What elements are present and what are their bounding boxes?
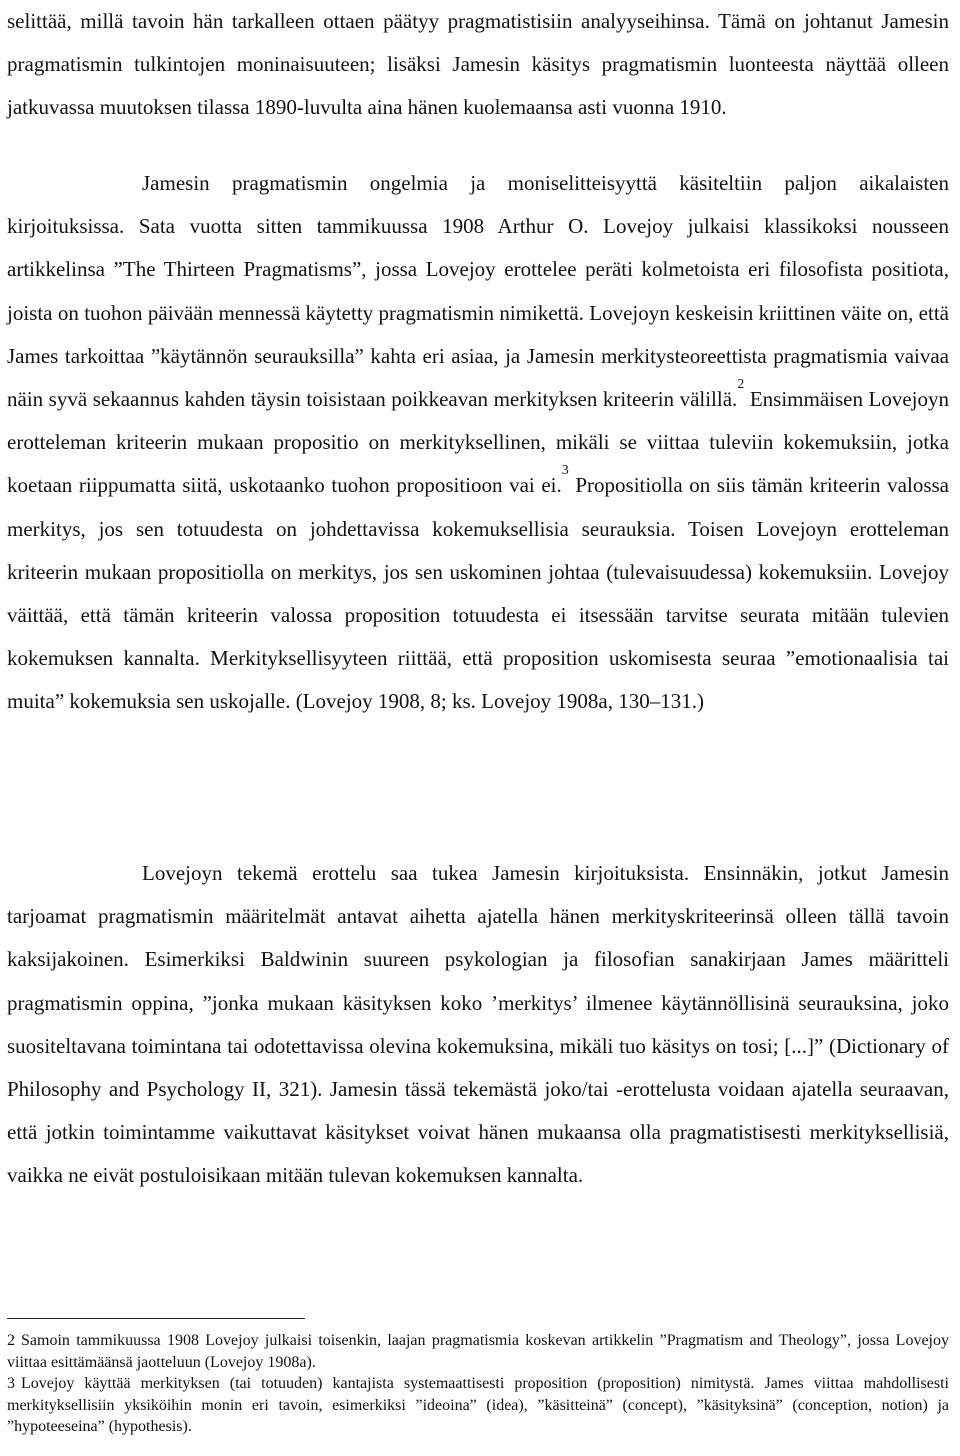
paragraph-2-text-part-3: Propositiolla on siis tämän kriteerin valossa merkitys, jos sen totuudesta on johdettavissa kokemuksellisia seurauksia. Toisen Lovejoyn erotteleman kriteerin mukaan propositiolla on merkitys, jos sen uskominen johtaa (tulevaisuudessa) kokemuksiin. Lovejoy väittää, että tämän kriteerin valossa proposition totuudesta ei itsessään tarvitse seurata mitään tulevien kokemuksen kannalta. Merkityksellisyyteen riittää, että proposition uskomisesta seuraa ”emotionaalisia tai muita” kokemuksia sen uskojalle. (Lovejoy 1908, 8; ks. Lovejoy 1908a, 130–131.) (7, 473, 949, 714)
footnote-2 (7, 1330, 949, 1373)
footnote-text: Lovejoy käyttää merkityksen (tai totuuden) kantajista systemaattisesti proposition (proposition) nimitystä. James viittaa mahdollisesti merkityksellisiin yksiköihin monin eri tavoin, esimerkiksi ”ideoina” (idea), ”käsitteinä” (concept), ”käsityksinä” (conception, notion) ja ”hypoteeseina” (hypothesis). (7, 1375, 949, 1435)
footnote-reference-3[interactable]: 3 (561, 463, 569, 479)
footnote-reference-2[interactable]: 2 (737, 377, 745, 393)
footnote-3 (7, 1373, 949, 1438)
body-paragraph-3: Lovejoyn tekemä erottelu saa tukea Jamesin kirjoituksista. Ensinnäkin, jotkut Jamesin tarjoamat pragmatismin määritelmät antavat aihetta ajatella hänen merkityskriteerinsä olleen tällä tavoin kaksijakoinen. Esimerkiksi Baldwinin suureen psykologian ja filosofian sanakirjaan James määritteli pragmatismin oppina, ”jonka mukaan käsityksen koko ’merkitys’ ilmenee käytännöllisinä seurauksina, joko suositeltavana toimintana tai odotettavissa olevina kokemuksina, mikäli tuo käsitys on tosi; [...]” (Dictionary of Philosophy and Psychology II, 321). Jamesin tässä tekemästä joko/tai -erottelusta voidaan ajatella seuraavan, että jotkin toimintamme vaikuttavat käsitykset voivat hänen mukaansa olla pragmatistisesti merkityksellisiä, vaikka ne eivät postuloisikaan mitään tulevan kokemuksen kannalta. (7, 861, 949, 1188)
footnote-separator (7, 1318, 305, 1319)
footnote-number: 3 (7, 1375, 15, 1392)
footnotes (7, 1330, 949, 1438)
footnote-text: Samoin tammikuussa 1908 Lovejoy julkaisi toisenkin, laajan pragmatismia koskevan artikkelin ”Pragmatism and Theology”, jossa Lovejoy viittaa esittämäänsä jaotteluun (Lovejoy 1908a). (7, 1332, 949, 1371)
paragraph-2-text-part-1: Jamesin pragmatismin ongelmia ja moniselitteisyyttä käsiteltiin paljon aikalaisten kirjoituksissa. Sata vuotta sitten tammikuussa 1908 Arthur O. Lovejoy julkaisi klassikoksi nousseen artikkelinsa ”The Thirteen Pragmatisms”, jossa Lovejoy erottelee peräti kolmetoista eri filosofista positiota, joista on tuohon päivään mennessä käytetty pragmatismin nimikettä. Lovejoyn keskeisin kriittinen väite on, että James tarkoittaa ”käytännön seurauksilla” kahta eri asiaa, ja Jamesin merkitysteoreettista pragmatismia vaivaa näin syvä sekaannus kahden täysin toisistaan poikkeavan merkityksen kriteerin välillä. (7, 171, 949, 412)
body-paragraph-2 (7, 162, 949, 724)
footnote-number: 2 (7, 1332, 15, 1349)
paragraph-2-text-part-2: Ensimmäisen Lovejoyn erotteleman kriteerin mukaan propositio on merkityksellinen, mikäli se viittaa tuleviin kokemuksiin, jotka koetaan riippumatta siitä, uskotaanko tuohon propositioon vai ei. (7, 387, 949, 498)
body-paragraph-1: selittää, millä tavoin hän tarkalleen ottaen päätyy pragmatistisiin analyyseihinsa. Tämä on johtanut Jamesin pragmatismin tulkintojen moninaisuuteen; lisäksi Jamesin käsitys pragmatismin luonteesta näyttää olleen jatkuvassa muutoksen tilassa 1890-luvulta aina hänen kuolemaansa asti vuonna 1910. (7, 9, 949, 120)
